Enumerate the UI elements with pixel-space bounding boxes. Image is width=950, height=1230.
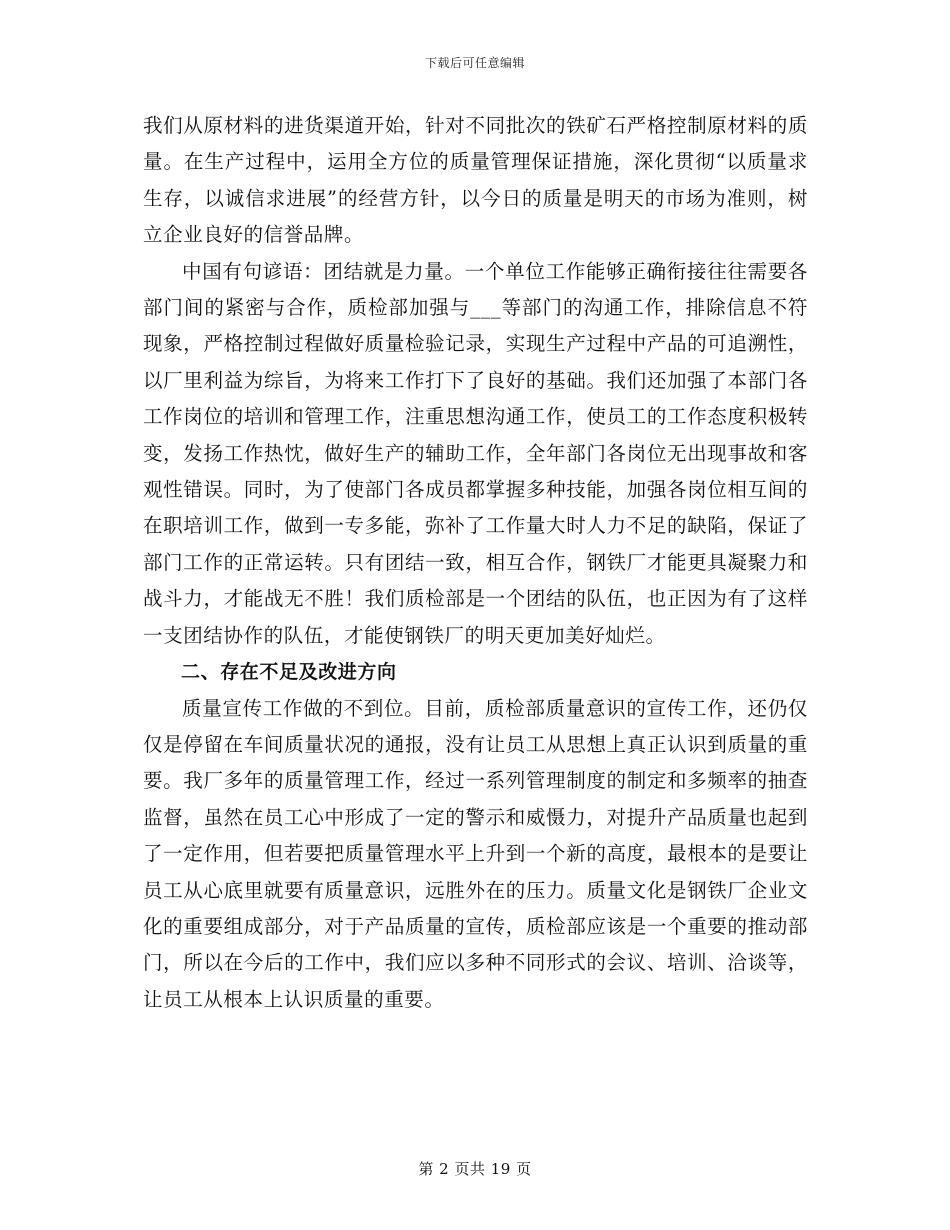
section-heading: 二、存在不足及改进方向 (181, 661, 397, 684)
document-body (143, 108, 808, 1018)
body-paragraph-2: 中国有句谚语：团结就是力量。一个单位工作能够正确衔接往往需要各部门间的紧密与合作，质检部加强与___等部门的沟通工作，排除信息不符现象，严格控制过程做好质量检验记录，实现生产过程中产品的可追溯性，以厂里利益为综旨，为将来工作打下了良好的基础。我们还加强了本部门各工作岗位的培训和管理工作，注重思想沟通工作，使员工的工作态度积极转变，发扬工作热忱，做好生产的辅助工作，全年部门各岗位无出现事故和客观性错误。同时，为了使部门各成员都掌握多种技能，加强各岗位相互间的在职培训工作，做到一专多能，弥补了工作量大时人力不足的缺陷，保证了部门工作的正常运转。只有团结一致，相互合作，钢铁厂才能更具凝聚力和战斗力，才能战无不胜！我们质检部是一个团结的队伍，也正因为有了这样一支团结协作的队伍，才能使钢铁厂的明天更加美好灿烂。 (143, 259, 808, 647)
body-paragraph-1: 我们从原材料的进货渠道开始，针对不同批次的铁矿石严格控制原材料的质量。在生产过程中，运用全方位的质量管理保证措施，深化贯彻“以质量求生存，以诚信求进展”的经营方针，以今日的质量是明天的市场为准则，树立企业良好的信誉品牌。 (143, 114, 808, 247)
page-number-footer: 第 2 页共 19 页 (418, 1160, 532, 1178)
page-header: 下载后可任意编辑 (424, 56, 525, 70)
body-paragraph-3: 质量宣传工作做的不到位。目前，质检部质量意识的宣传工作，还仍仅仅是停留在车间质量状况的通报，没有让员工从思想上真正认识到质量的重要。我厂多年的质量管理工作，经过一系列管理制度的制定和多频率的抽查监督，虽然在员工心中形成了一定的警示和威慑力，对提升产品质量也起到了一定作用，但若要把质量管理水平上升到一个新的高度，最根本的是要让员工从心底里就要有质量意识，远胜外在的压力。质量文化是钢铁厂企业文化的重要组成部分，对于产品质量的宣传，质检部应该是一个重要的推动部门，所以在今后的工作中，我们应以多种不同形式的会议、培训、洽谈等，让员工从根本上认识质量的重要。 (143, 696, 808, 1011)
